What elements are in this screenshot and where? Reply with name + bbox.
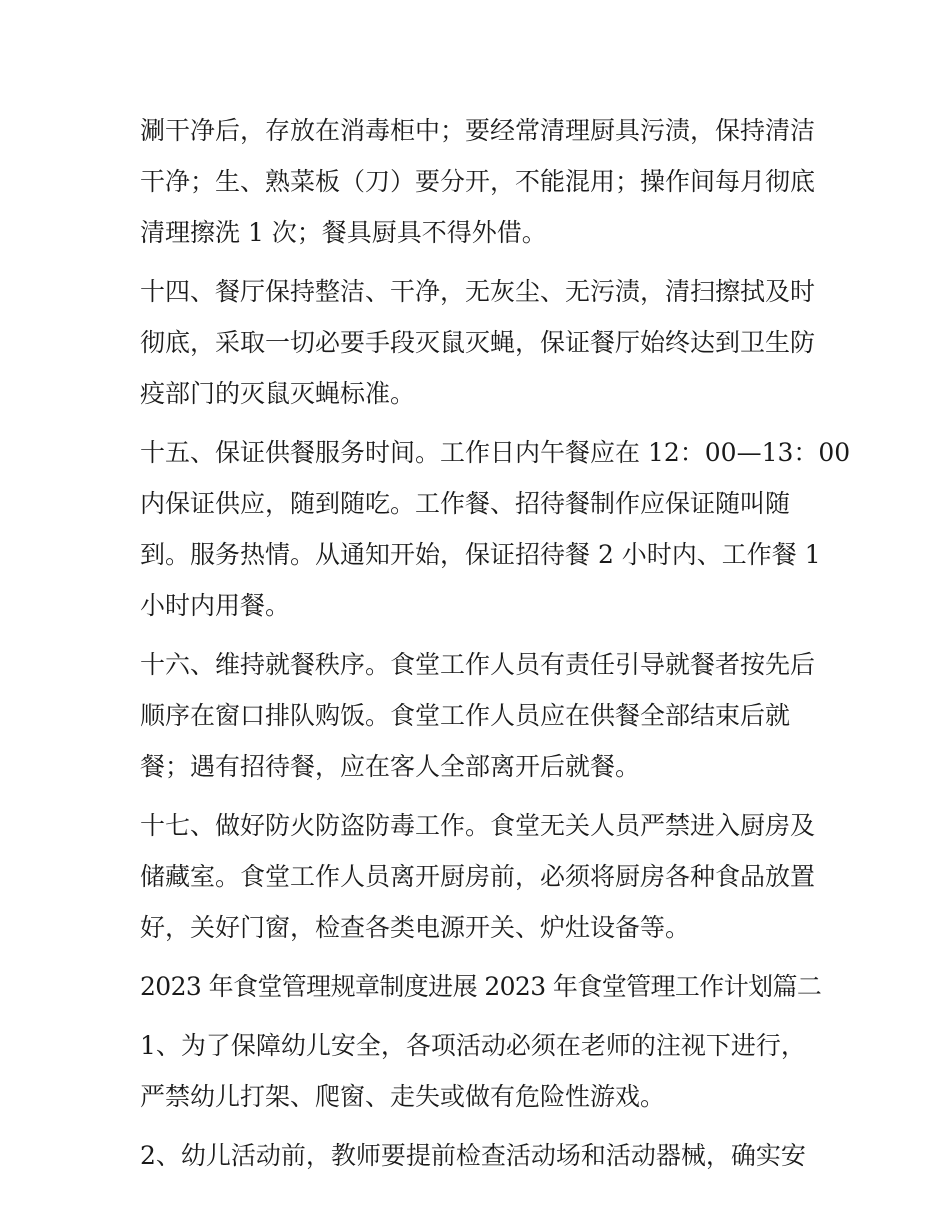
text-line: 清理擦洗 1 次；餐具厨具不得外借。 <box>140 218 547 247</box>
text-line: 彻底，采取一切必要手段灭鼠灭蝇，保证餐厅始终达到卫生防 <box>140 328 816 357</box>
text-line: 2、幼儿活动前，教师要提前检查活动场和活动器械，确实安 <box>140 1141 806 1170</box>
section-heading-text: 2023 年食堂管理规章制度进展 2023 年食堂管理工作计划篇二 <box>140 972 822 1001</box>
text-line: 十七、做好防火防盗防毒工作。食堂无关人员严禁进入厨房及 <box>140 811 816 840</box>
text-line: 十五、保证供餐服务时间。工作日内午餐应在 12：00—13：00 <box>140 438 851 467</box>
paragraph-item-14 <box>140 266 815 419</box>
document-body <box>140 105 851 1189</box>
text-line: 小时内用餐。 <box>140 591 291 620</box>
text-line: 好，关好门窗，检查各类电源开关、炉灶设备等。 <box>140 913 691 942</box>
paragraph-item-17 <box>140 800 815 953</box>
text-line: 1、为了保障幼儿安全，各项活动必须在老师的注视下进行， <box>140 1031 806 1060</box>
section-heading <box>140 961 822 1012</box>
paragraph-item-15 <box>140 427 851 631</box>
text-line: 疫部门的灭鼠灭蝇标准。 <box>140 379 416 408</box>
text-line: 储藏室。食堂工作人员离开厨房前，必须将厨房各种食品放置 <box>140 862 816 891</box>
text-line: 十六、维持就餐秩序。食堂工作人员有责任引导就餐者按先后 <box>140 650 816 679</box>
text-line: 餐；遇有招待餐，应在客人全部离开后就餐。 <box>140 752 641 781</box>
paragraph-item-16 <box>140 639 815 792</box>
paragraph-rule-2 <box>140 1130 815 1181</box>
text-line: 干净；生、熟菜板（刀）要分开，不能混用；操作间每月彻底 <box>140 167 816 196</box>
text-line: 内保证供应，随到随吃。工作餐、招待餐制作应保证随叫随 <box>140 489 791 518</box>
text-line: 十四、餐厅保持整洁、干净，无灰尘、无污渍，清扫擦拭及时 <box>140 277 816 306</box>
text-line: 严禁幼儿打架、爬窗、走失或做有危险性游戏。 <box>140 1082 666 1111</box>
paragraph-rule-1 <box>140 1020 815 1122</box>
paragraph-kitchen-cleaning <box>140 105 815 258</box>
text-line: 到。服务热情。从通知开始，保证招待餐 2 小时内、工作餐 1 <box>140 540 821 569</box>
text-line: 涮干净后，存放在消毒柜中；要经常清理厨具污渍，保持清洁 <box>140 116 816 145</box>
text-line: 顺序在窗口排队购饭。食堂工作人员应在供餐全部结束后就 <box>140 701 791 730</box>
